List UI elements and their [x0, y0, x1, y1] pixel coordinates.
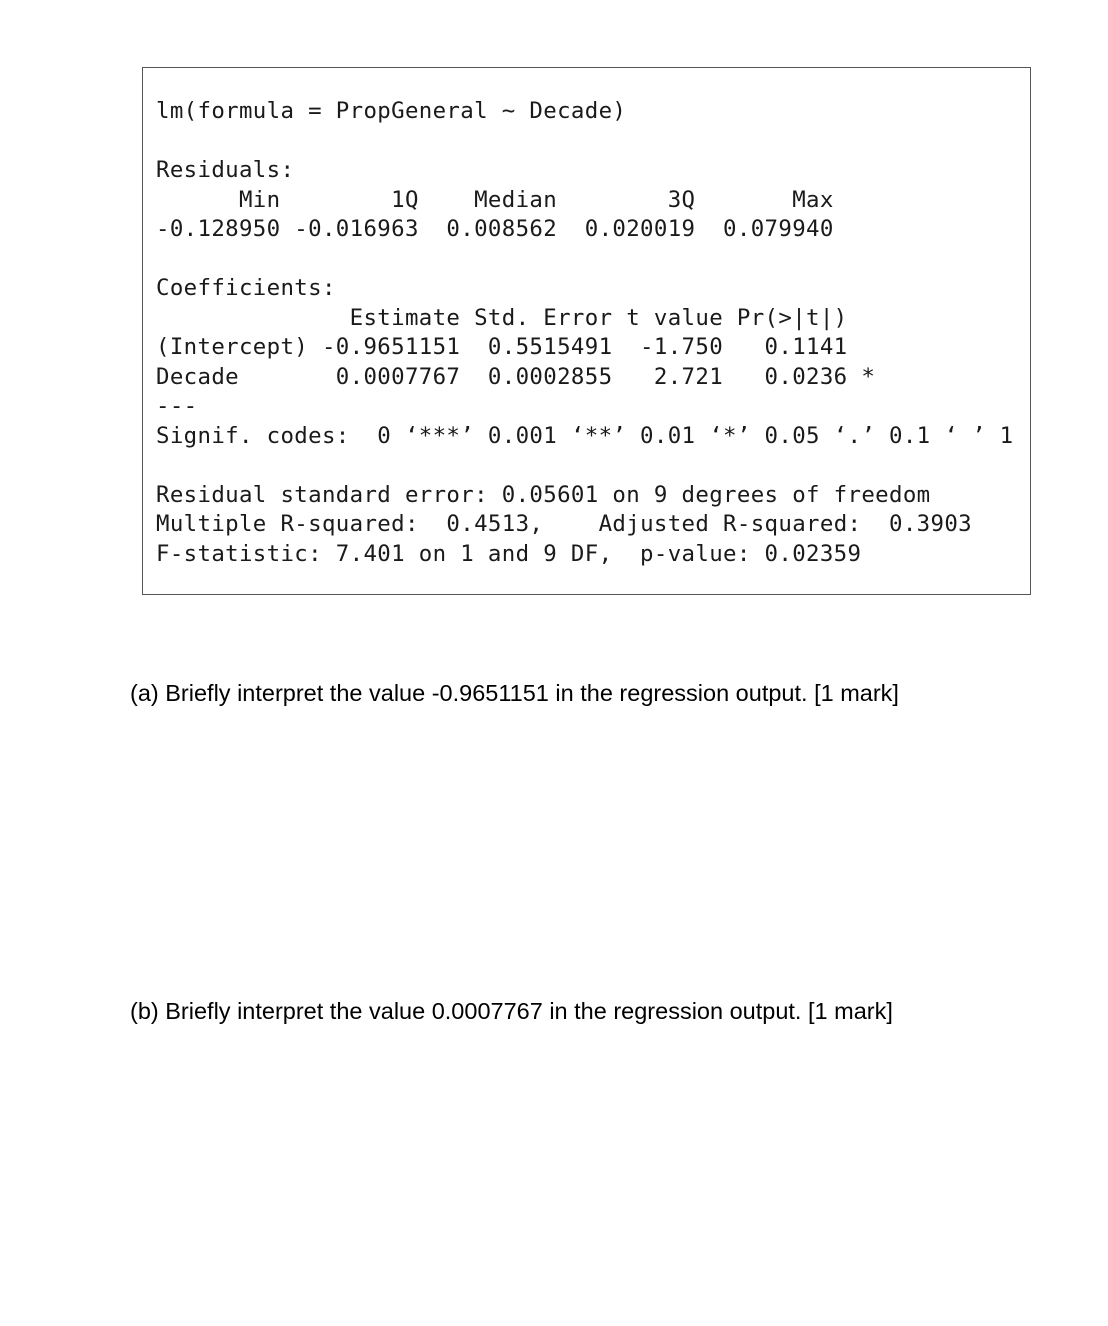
question-b: (b) Briefly interpret the value 0.0007767 in the regression output. [1 mark]: [130, 998, 893, 1024]
lm-call: lm(formula = PropGeneral ~ Decade): [156, 98, 627, 124]
signif-codes: Signif. codes: 0 ‘***’ 0.001 ‘**’ 0.01 ‘*’ 0.05 ‘.’ 0.1 ‘ ’ 1: [156, 422, 1014, 449]
regression-output-box: [142, 67, 1031, 595]
r-squared-line: Multiple R-squared: 0.4513, Adjusted R-squared: 0.3903: [156, 511, 986, 537]
regression-output-text: [156, 97, 1013, 569]
residuals-label: Residuals:: [156, 157, 295, 183]
separator-line: ---: [156, 393, 198, 419]
residuals-values: -0.128950 -0.016963 0.008562 0.020019 0.079940: [156, 216, 848, 242]
question-a: (a) Briefly interpret the value -0.9651151 in the regression output. [1 mark]: [130, 680, 899, 706]
f-statistic-line: F-statistic: 7.401 on 1 and 9 DF, p-value: 0.02359: [156, 540, 862, 567]
coefficient-row-intercept: (Intercept) -0.9651151 0.5515491 -1.750 0.1141: [156, 334, 876, 360]
coefficients-label: Coefficients:: [156, 275, 336, 301]
coefficient-row-decade: Decade 0.0007767 0.0002855 2.721 0.0236 *: [156, 363, 876, 390]
residuals-header: Min 1Q Median 3Q Max: [156, 186, 848, 213]
coefficients-header: Estimate Std. Error t value Pr(>|t|): [156, 304, 876, 331]
residual-standard-error: Residual standard error: 0.05601 on 9 degrees of freedom: [156, 481, 931, 508]
